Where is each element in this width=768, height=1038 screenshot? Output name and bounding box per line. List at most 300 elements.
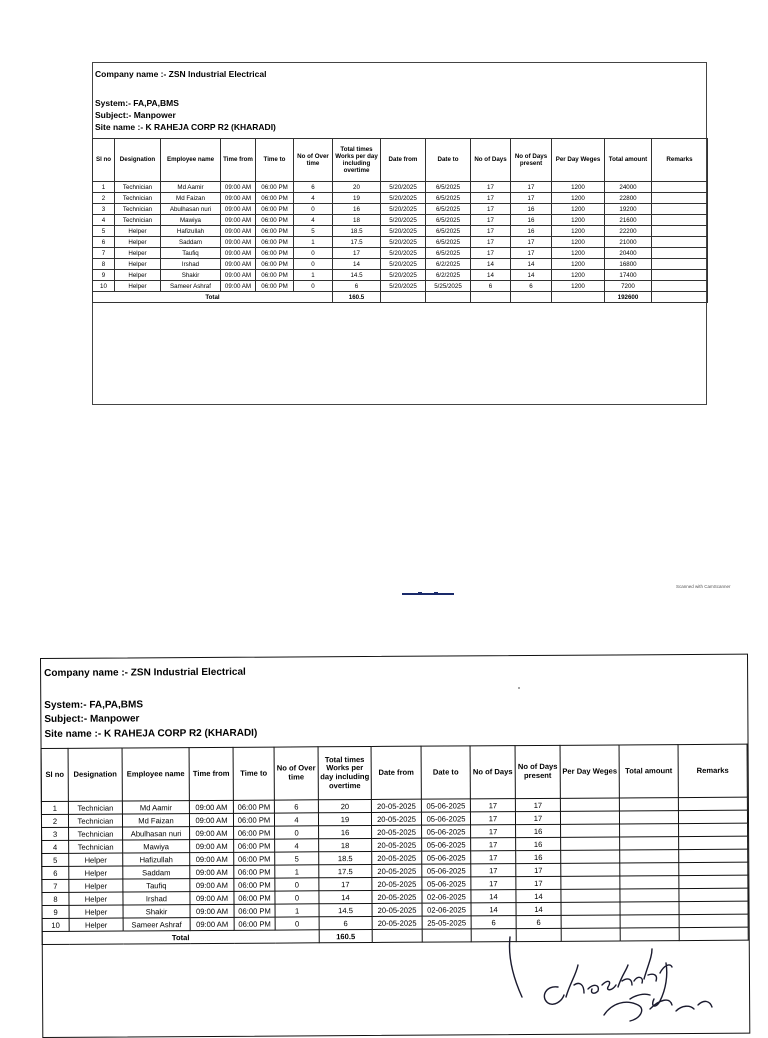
- table-cell: 17: [511, 248, 552, 259]
- table-cell: 5/20/2025: [381, 259, 426, 270]
- table-cell: 1200: [552, 248, 605, 259]
- table-cell: 09:00 AM: [221, 215, 256, 226]
- table-cell: 1: [275, 904, 319, 917]
- table-cell: [561, 863, 620, 876]
- table-cell: 05-06-2025: [421, 812, 470, 825]
- table-cell: 17: [471, 182, 511, 193]
- col-header: Total amount: [619, 745, 678, 798]
- table-row: [93, 193, 708, 204]
- table-cell: [561, 850, 620, 863]
- table-cell: Abulhasan nuri: [123, 827, 190, 840]
- table-cell: 05-06-2025: [422, 851, 471, 864]
- table-cell: [620, 889, 679, 902]
- table-cell: Helper: [69, 892, 123, 905]
- col-header: Per Day Weges: [560, 745, 619, 798]
- table-cell: 6: [294, 182, 333, 193]
- table-cell: Mawiya: [123, 840, 190, 853]
- table-cell: 09:00 AM: [190, 917, 234, 930]
- table-cell: 09:00 AM: [221, 259, 256, 270]
- table-cell: 20-05-2025: [372, 890, 422, 903]
- table-cell: Helper: [115, 226, 161, 237]
- subject-line: Subject:- Manpower: [44, 713, 140, 725]
- table-cell: 6: [42, 866, 69, 879]
- table-cell: 1200: [552, 204, 605, 215]
- table-cell: 5/20/2025: [381, 226, 426, 237]
- table-cell: 0: [275, 891, 319, 904]
- table-cell: 6: [511, 281, 552, 292]
- table-cell: 17: [516, 863, 561, 876]
- table-row: [93, 215, 708, 226]
- table-cell: 17400: [605, 270, 652, 281]
- table-cell: 09:00 AM: [221, 182, 256, 193]
- table-cell: 06:00 PM: [256, 270, 294, 281]
- table-row: [93, 182, 708, 193]
- table-cell: Taufiq: [123, 879, 190, 892]
- table-cell: Technician: [69, 840, 123, 853]
- table-cell: 20-05-2025: [372, 877, 422, 890]
- table-cell: 05-06-2025: [422, 864, 471, 877]
- table-cell: [679, 823, 748, 836]
- table-cell: Helper: [69, 905, 123, 918]
- table-header-row: [41, 744, 747, 801]
- table-cell: [652, 182, 708, 193]
- table-cell: Sameer Ashraf: [161, 281, 221, 292]
- col-header: No of Days: [470, 746, 515, 799]
- table-cell: 17: [470, 799, 515, 812]
- scan-speck: [518, 687, 520, 689]
- col-header: Total times Works per day including overtime: [333, 139, 381, 182]
- system-line: System:- FA,PA,BMS: [95, 98, 179, 108]
- table-cell: 6: [516, 915, 561, 928]
- table-cell: 0: [294, 248, 333, 259]
- table-cell: [652, 259, 708, 270]
- table-cell: 06:00 PM: [234, 852, 275, 865]
- table-cell: 5/20/2025: [381, 281, 426, 292]
- table-cell: 6/5/2025: [426, 204, 471, 215]
- col-header: Total amount: [605, 139, 652, 182]
- col-header: Total times Works per day including overtime: [318, 746, 371, 799]
- table-cell: Helper: [69, 918, 123, 931]
- table-cell: 06:00 PM: [256, 248, 294, 259]
- table-cell: 06:00 PM: [234, 839, 275, 852]
- table-cell: 20-05-2025: [372, 916, 422, 929]
- table-cell: Irshad: [123, 892, 190, 905]
- table-cell: 7200: [605, 281, 652, 292]
- table-cell: [652, 226, 708, 237]
- table-cell: 17: [471, 248, 511, 259]
- table-cell: 0: [275, 917, 319, 930]
- table-cell: [619, 811, 678, 824]
- table-cell: 20400: [605, 248, 652, 259]
- col-header: Remarks: [678, 744, 747, 797]
- col-header: Date to: [421, 746, 470, 799]
- table-cell: 5: [93, 226, 115, 237]
- table-cell: 6: [471, 916, 516, 929]
- table-cell: 6/5/2025: [426, 182, 471, 193]
- table-cell: Abulhasan nuri: [161, 204, 221, 215]
- table-cell: Technician: [68, 801, 122, 814]
- table-cell: 09:00 AM: [189, 813, 233, 826]
- table-cell: 05-06-2025: [421, 799, 470, 812]
- table-cell: 5: [275, 852, 319, 865]
- table-cell: 17: [471, 838, 516, 851]
- table-cell: 1: [93, 182, 115, 193]
- col-header: No of Days: [471, 139, 511, 182]
- scan-watermark: Scanned with CamScanner: [676, 584, 731, 589]
- table-cell: [560, 811, 619, 824]
- table-cell: 17: [471, 877, 516, 890]
- table-cell: 1: [294, 237, 333, 248]
- table-cell: [561, 902, 620, 915]
- table-row: [93, 270, 708, 281]
- col-header: Sl no: [41, 748, 68, 801]
- table-cell: 5: [294, 226, 333, 237]
- total-work: 160.5: [319, 929, 372, 942]
- table-cell: [679, 875, 748, 888]
- table-cell: 06:00 PM: [256, 226, 294, 237]
- table-cell: 6/5/2025: [426, 226, 471, 237]
- col-header: No of Days present: [515, 745, 560, 798]
- table-cell: [560, 798, 619, 811]
- table-cell: [620, 915, 679, 928]
- table-cell: 06:00 PM: [256, 204, 294, 215]
- table-cell: [561, 837, 620, 850]
- table-cell: 14.5: [319, 903, 372, 916]
- table-cell: 06:00 PM: [234, 891, 275, 904]
- table-cell: [679, 888, 748, 901]
- table-cell: 09:00 AM: [221, 270, 256, 281]
- table-cell: 17: [319, 877, 372, 890]
- table-header-row: [93, 139, 708, 182]
- table-cell: [652, 215, 708, 226]
- table-cell: 5/20/2025: [381, 237, 426, 248]
- table-cell: 21000: [605, 237, 652, 248]
- table-cell: Mawiya: [161, 215, 221, 226]
- table-cell: 9: [42, 905, 69, 918]
- table-cell: 17: [511, 237, 552, 248]
- table-cell: 06:00 PM: [234, 826, 275, 839]
- table-cell: 6: [93, 237, 115, 248]
- table-cell: 09:00 AM: [190, 904, 234, 917]
- table-cell: [652, 193, 708, 204]
- manpower-sheet-digital: [92, 62, 707, 405]
- table-cell: [561, 889, 620, 902]
- table-row: [93, 259, 708, 270]
- table-cell: [679, 901, 748, 914]
- table-cell: 17.5: [319, 864, 372, 877]
- table-cell: 6/5/2025: [426, 215, 471, 226]
- table-cell: 1: [41, 801, 68, 814]
- table-cell: 17: [470, 812, 515, 825]
- table-cell: [620, 863, 679, 876]
- table-cell: 20-05-2025: [372, 825, 422, 838]
- table-cell: 17: [471, 215, 511, 226]
- col-header: Employee name: [161, 139, 221, 182]
- table-cell: 6: [274, 800, 318, 813]
- table-cell: [652, 248, 708, 259]
- table-cell: Saddam: [161, 237, 221, 248]
- signature-text: Checked by: [500, 935, 506, 936]
- total-row: [93, 292, 708, 303]
- table-cell: 1200: [552, 193, 605, 204]
- table-cell: 17: [333, 248, 381, 259]
- table-cell: 8: [42, 892, 69, 905]
- table-cell: 17: [471, 204, 511, 215]
- table-cell: Helper: [115, 270, 161, 281]
- col-header: Date from: [381, 139, 426, 182]
- table-cell: 06:00 PM: [256, 259, 294, 270]
- table-cell: 0: [294, 281, 333, 292]
- col-header: Per Day Weges: [552, 139, 605, 182]
- table-cell: Md Faizan: [122, 814, 189, 827]
- table-cell: 17: [471, 226, 511, 237]
- table-cell: Hafizullah: [161, 226, 221, 237]
- table-cell: 17: [511, 182, 552, 193]
- table-cell: 0: [294, 204, 333, 215]
- table-row: [93, 226, 708, 237]
- table-cell: 14: [319, 890, 372, 903]
- col-header: Designation: [68, 748, 122, 801]
- table-cell: 5/20/2025: [381, 204, 426, 215]
- table-cell: 6/5/2025: [426, 237, 471, 248]
- table-cell: 5/20/2025: [381, 248, 426, 259]
- col-header: Date from: [371, 746, 421, 799]
- table-cell: 09:00 AM: [190, 839, 234, 852]
- col-header: No of Over time: [294, 139, 333, 182]
- table-cell: 17: [515, 811, 560, 824]
- table-cell: [619, 798, 678, 811]
- table-cell: [652, 281, 708, 292]
- table-row: [93, 248, 708, 259]
- table-cell: 6/2/2025: [426, 270, 471, 281]
- table-cell: 7: [42, 879, 69, 892]
- table-cell: 16: [511, 226, 552, 237]
- table-cell: Helper: [69, 879, 123, 892]
- table-cell: 19200: [605, 204, 652, 215]
- table-cell: 5/20/2025: [381, 182, 426, 193]
- table-cell: 1200: [552, 237, 605, 248]
- table-cell: 9: [93, 270, 115, 281]
- table-cell: 22800: [605, 193, 652, 204]
- table-cell: 18: [319, 838, 372, 851]
- table-cell: [652, 204, 708, 215]
- attendance-table: [92, 138, 708, 303]
- table-cell: 17: [511, 193, 552, 204]
- table-cell: 7: [93, 248, 115, 259]
- table-cell: [678, 797, 747, 810]
- table-cell: [561, 876, 620, 889]
- table-cell: 5/20/2025: [381, 270, 426, 281]
- table-cell: 17: [471, 825, 516, 838]
- site-name: Site name :- K RAHEJA CORP R2 (KHARADI): [44, 727, 258, 740]
- table-cell: 3: [93, 204, 115, 215]
- col-header: Time to: [256, 139, 294, 182]
- table-cell: 4: [275, 839, 319, 852]
- table-cell: 16: [516, 837, 561, 850]
- table-cell: 09:00 AM: [190, 891, 234, 904]
- table-cell: 14: [471, 890, 516, 903]
- table-cell: 10: [42, 918, 69, 931]
- table-cell: [652, 237, 708, 248]
- table-cell: 21600: [605, 215, 652, 226]
- table-cell: 06:00 PM: [256, 182, 294, 193]
- table-cell: 06:00 PM: [234, 878, 275, 891]
- total-label: Total: [93, 292, 333, 303]
- total-label: Total: [42, 930, 319, 945]
- table-cell: 17: [471, 237, 511, 248]
- table-cell: Shakir: [123, 905, 190, 918]
- table-cell: 06:00 PM: [234, 865, 275, 878]
- table-cell: [620, 837, 679, 850]
- table-cell: 18.5: [319, 851, 372, 864]
- table-cell: 06:00 PM: [256, 281, 294, 292]
- table-cell: 14: [471, 270, 511, 281]
- table-cell: 06:00 PM: [256, 193, 294, 204]
- table-cell: [679, 914, 748, 927]
- col-header: Time to: [233, 747, 274, 800]
- table-cell: 09:00 AM: [190, 878, 234, 891]
- table-cell: 2: [41, 814, 68, 827]
- table-cell: 6/5/2025: [426, 248, 471, 259]
- table-cell: 05-06-2025: [422, 825, 471, 838]
- table-cell: [620, 824, 679, 837]
- table-cell: Helper: [115, 259, 161, 270]
- table-cell: 06:00 PM: [234, 917, 275, 930]
- table-body: [41, 797, 748, 931]
- table-cell: 09:00 AM: [190, 826, 234, 839]
- table-cell: Helper: [69, 866, 123, 879]
- table-cell: 25-05-2025: [422, 916, 471, 929]
- table-cell: 14: [511, 259, 552, 270]
- table-cell: Technician: [115, 193, 161, 204]
- table-cell: 19: [333, 193, 381, 204]
- table-cell: 09:00 AM: [189, 800, 233, 813]
- col-header: No of Over time: [274, 747, 318, 800]
- table-cell: 4: [294, 215, 333, 226]
- table-cell: [678, 810, 747, 823]
- table-cell: 20-05-2025: [372, 864, 422, 877]
- col-header: No of Days present: [511, 139, 552, 182]
- col-header: Employee name: [122, 748, 189, 801]
- table-cell: 16: [516, 824, 561, 837]
- table-cell: 06:00 PM: [233, 813, 274, 826]
- table-cell: 09:00 AM: [190, 852, 234, 865]
- table-cell: Taufiq: [161, 248, 221, 259]
- table-cell: 16: [511, 204, 552, 215]
- table-cell: 06:00 PM: [256, 215, 294, 226]
- table-cell: 20-05-2025: [372, 851, 422, 864]
- col-header: Time from: [221, 139, 256, 182]
- table-cell: 4: [274, 813, 318, 826]
- handwritten-signature: [500, 935, 740, 1024]
- table-cell: 6: [319, 916, 372, 929]
- table-cell: 09:00 AM: [221, 193, 256, 204]
- table-cell: 09:00 AM: [221, 248, 256, 259]
- table-cell: Saddam: [123, 866, 190, 879]
- table-cell: 17: [471, 864, 516, 877]
- table-cell: Sameer Ashraf: [123, 918, 190, 931]
- table-cell: 20-05-2025: [372, 903, 422, 916]
- table-cell: 1200: [552, 281, 605, 292]
- table-cell: 17: [516, 876, 561, 889]
- table-cell: [561, 915, 620, 928]
- table-cell: 16: [511, 215, 552, 226]
- table-cell: 06:00 PM: [233, 800, 274, 813]
- table-row: [93, 237, 708, 248]
- total-amount: 192600: [605, 292, 652, 303]
- table-cell: 5/20/2025: [381, 193, 426, 204]
- table-cell: 14: [333, 259, 381, 270]
- table-cell: Helper: [115, 237, 161, 248]
- table-cell: 4: [93, 215, 115, 226]
- table-cell: 09:00 AM: [190, 865, 234, 878]
- table-cell: [652, 270, 708, 281]
- table-cell: Helper: [115, 281, 161, 292]
- table-cell: 20-05-2025: [372, 838, 422, 851]
- table-cell: 10: [93, 281, 115, 292]
- table-row: [93, 281, 708, 292]
- table-cell: Technician: [68, 814, 122, 827]
- table-cell: 0: [275, 826, 319, 839]
- table-cell: 22200: [605, 226, 652, 237]
- table-cell: 20: [318, 799, 371, 812]
- table-cell: 24000: [605, 182, 652, 193]
- table-cell: 16: [319, 825, 372, 838]
- table-cell: 5/20/2025: [381, 215, 426, 226]
- table-cell: 02-06-2025: [422, 890, 471, 903]
- col-header: Remarks: [652, 139, 708, 182]
- table-cell: 6: [333, 281, 381, 292]
- table-cell: 20-05-2025: [371, 799, 421, 812]
- table-cell: 1200: [552, 226, 605, 237]
- table-cell: 09:00 AM: [221, 226, 256, 237]
- table-cell: Technician: [115, 182, 161, 193]
- scan-divider: [402, 592, 454, 595]
- table-cell: Md Faizan: [161, 193, 221, 204]
- total-work: 160.5: [333, 292, 381, 303]
- site-name: Site name :- K RAHEJA CORP R2 (KHARADI): [95, 122, 276, 132]
- table-cell: 5: [42, 853, 69, 866]
- table-cell: [561, 824, 620, 837]
- table-cell: Technician: [69, 827, 123, 840]
- table-cell: [679, 849, 748, 862]
- table-cell: 18: [333, 215, 381, 226]
- table-cell: 1200: [552, 182, 605, 193]
- table-cell: 20: [333, 182, 381, 193]
- table-cell: 06:00 PM: [256, 237, 294, 248]
- company-name: Company name :- ZSN Industrial Electrical: [95, 69, 267, 79]
- table-cell: 14: [471, 259, 511, 270]
- table-body: [93, 182, 708, 292]
- table-row: [93, 204, 708, 215]
- table-cell: 1200: [552, 215, 605, 226]
- table-cell: 16800: [605, 259, 652, 270]
- company-name: Company name :- ZSN Industrial Electrical: [44, 666, 246, 679]
- table-cell: [620, 902, 679, 915]
- table-cell: 09:00 AM: [221, 204, 256, 215]
- table-cell: 6/5/2025: [426, 193, 471, 204]
- table-cell: Irshad: [161, 259, 221, 270]
- table-cell: 0: [294, 259, 333, 270]
- table-cell: 4: [294, 193, 333, 204]
- attendance-table: [41, 744, 749, 945]
- table-cell: 02-06-2025: [422, 903, 471, 916]
- table-cell: 2: [93, 193, 115, 204]
- table-cell: Hafizullah: [123, 853, 190, 866]
- table-cell: 06:00 PM: [234, 904, 275, 917]
- table-cell: 14: [511, 270, 552, 281]
- subject-line: Subject:- Manpower: [95, 110, 176, 120]
